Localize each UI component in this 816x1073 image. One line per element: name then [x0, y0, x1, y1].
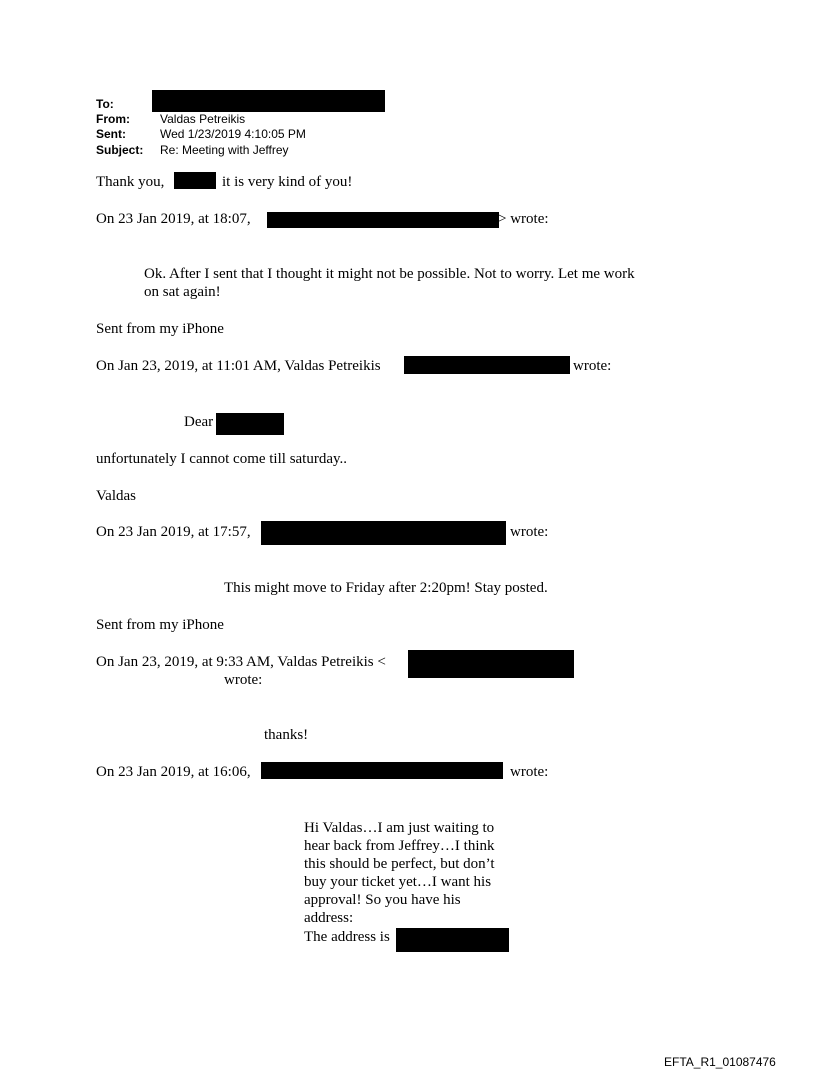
quote-header-2: On Jan 23, 2019, at 11:01 AM, Valdas Petreikis [96, 358, 381, 374]
sent-label: Sent: [96, 127, 126, 141]
document-id: EFTA_R1_01087476 [664, 1055, 776, 1069]
redaction-email-2 [404, 356, 570, 374]
redaction-email-1 [267, 212, 499, 228]
dear-salutation: Dear [184, 414, 214, 430]
sent-from-iphone-1: Sent from my iPhone [96, 321, 224, 337]
quote-header-3-end: wrote: [510, 524, 549, 540]
unfortunately-line: unfortunately I cannot come till saturday.. [96, 451, 348, 467]
subject-value: Re: Meeting with Jeffrey [160, 143, 289, 157]
final-message-line-3: this should be perfect, but don’t [304, 856, 495, 872]
from-label: From: [96, 112, 130, 126]
thank-you-end: it is very kind of you! [222, 174, 353, 190]
redaction-to [152, 90, 385, 112]
quote-header-5-end: wrote: [510, 764, 549, 780]
quote-header-3: On 23 Jan 2019, at 17:57, [96, 524, 251, 540]
redaction-address [396, 928, 509, 952]
quote-header-4-end: wrote: [224, 672, 263, 688]
final-message-line-1: Hi Valdas…I am just waiting to [304, 820, 495, 836]
quote-header-1-end: > wrote: [498, 211, 549, 227]
redaction-name-1 [174, 172, 216, 189]
final-message-line-7: The address is [304, 929, 390, 945]
friday-message: This might move to Friday after 2:20pm! Stay posted. [224, 580, 548, 596]
message-1-line-2: on sat again! [144, 284, 221, 300]
thanks-message: thanks! [264, 727, 309, 743]
final-message-line-6: address: [304, 910, 354, 926]
redaction-email-5 [261, 762, 503, 779]
to-label: To: [96, 97, 114, 111]
final-message-line-4: buy your ticket yet…I want his [304, 874, 492, 890]
sent-value: Wed 1/23/2019 4:10:05 PM [160, 127, 306, 141]
signature-valdas: Valdas [96, 488, 136, 504]
redaction-email-4 [408, 650, 574, 678]
quote-header-2-end: wrote: [573, 358, 612, 374]
thank-you-start: Thank you, [96, 174, 165, 190]
quote-header-1: On 23 Jan 2019, at 18:07, [96, 211, 251, 227]
final-message-line-2: hear back from Jeffrey…I think [304, 838, 495, 854]
quote-header-5: On 23 Jan 2019, at 16:06, [96, 764, 251, 780]
message-1-line-1: Ok. After I sent that I thought it might not be possible. Not to worry. Let me work [144, 266, 635, 282]
subject-label: Subject: [96, 143, 144, 157]
quote-header-4: On Jan 23, 2019, at 9:33 AM, Valdas Petreikis < [96, 654, 386, 670]
from-value: Valdas Petreikis [160, 112, 246, 126]
redaction-email-3 [261, 521, 506, 545]
sent-from-iphone-2: Sent from my iPhone [96, 617, 224, 633]
redaction-name-2 [216, 413, 284, 435]
final-message-line-5: approval! So you have his [304, 892, 461, 908]
